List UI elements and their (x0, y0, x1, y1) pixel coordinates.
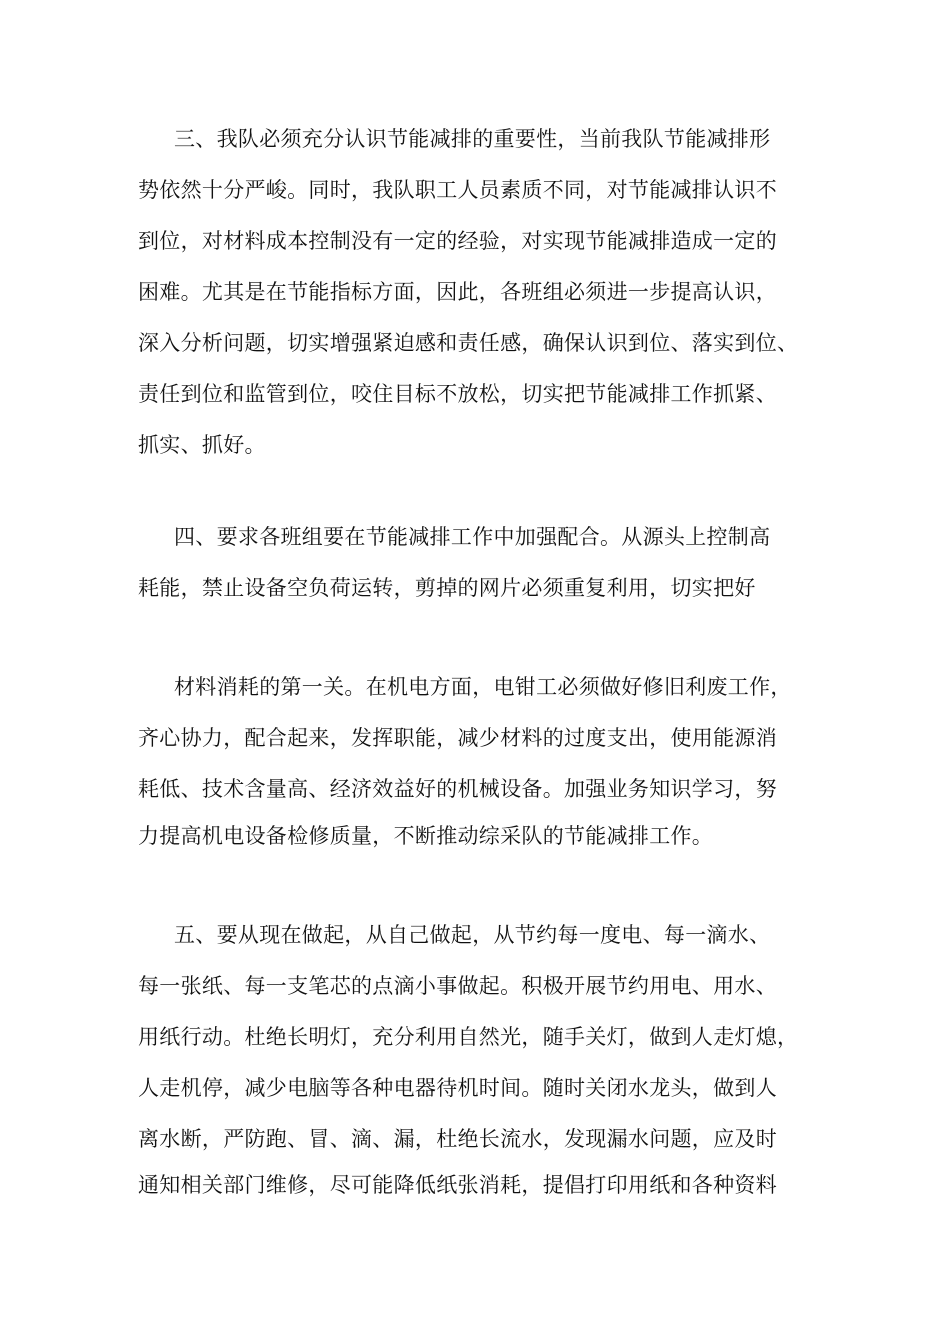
text-line: 耗低、技术含量高、经济效益好的机械设备。加强业务知识学习，努 (138, 777, 777, 801)
text-line: 到位，对材料成本控制没有一定的经验，对实现节能减排造成一定的 (138, 229, 777, 253)
text-line: 齐心协力，配合起来，发挥职能，减少材料的过度支出，使用能源消 (138, 726, 777, 750)
text-line: 深入分析问题，切实增强紧迫感和责任感，确保认识到位、落实到位、 (138, 331, 799, 355)
text-line: 抓实、抓好。 (138, 433, 266, 457)
text-line: 每一张纸、每一支笔芯的点滴小事做起。积极开展节约用电、用水、 (138, 974, 777, 998)
text-line: 离水断，严防跑、冒、滴、漏，杜绝长流水，发现漏水问题，应及时 (138, 1127, 777, 1151)
text-line: 人走机停，减少电脑等各种电器待机时间。随时关闭水龙头，做到人 (138, 1076, 777, 1100)
text-line: 材料消耗的第一关。在机电方面，电钳工必须做好修旧利废工作， (174, 675, 792, 699)
text-line: 责任到位和监管到位，咬住目标不放松，切实把节能减排工作抓紧、 (138, 382, 777, 406)
text-line: 用纸行动。杜绝长明灯，充分利用自然光，随手关灯，做到人走灯熄， (138, 1025, 799, 1049)
text-line: 势依然十分严峻。同时，我队职工人员素质不同，对节能减排认识不 (138, 178, 777, 202)
text-line: 耗能，禁止设备空负荷运转，剪掉的网片必须重复利用，切实把好 (138, 576, 756, 600)
text-line: 五、要从现在做起，从自己做起，从节约每一度电、每一滴水、 (174, 923, 771, 947)
text-line: 困难。尤其是在节能指标方面，因此，各班组必须进一步提高认识， (138, 280, 777, 304)
text-line: 通知相关部门维修，尽可能降低纸张消耗，提倡打印用纸和各种资料 (138, 1173, 777, 1197)
text-line: 三、我队必须充分认识节能减排的重要性，当前我队节能减排形 (174, 127, 771, 151)
text-line: 力提高机电设备检修质量，不断推动综采队的节能减排工作。 (138, 824, 714, 848)
text-line: 四、要求各班组要在节能减排工作中加强配合。从源头上控制高 (174, 525, 771, 549)
